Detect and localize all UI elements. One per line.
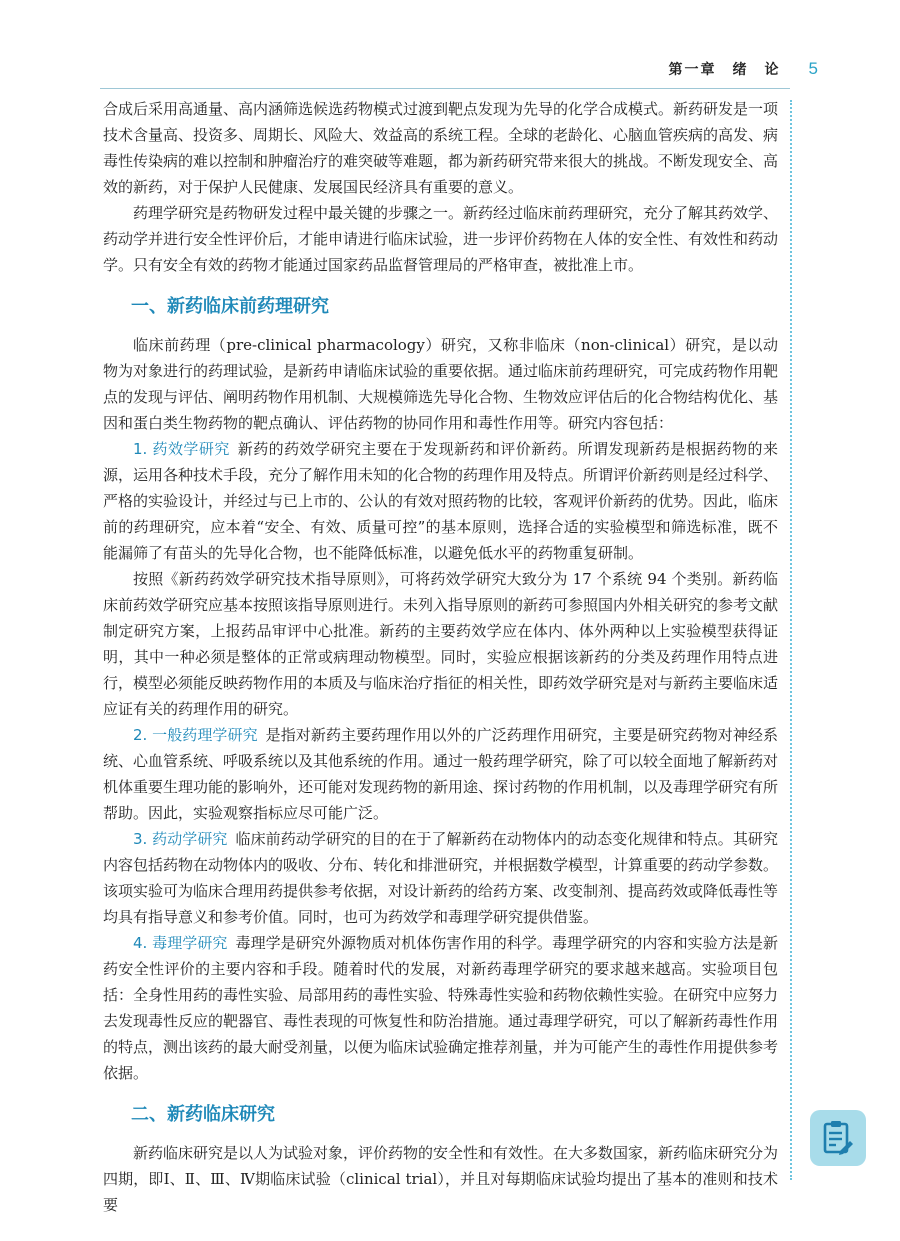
subsection-text: 新药的药效学研究主要在于发现新药和评价新药。所谓发现新药是根据药物的来源，运用各种技术手段，充分了解作用未知的化合物的药理作用及特点。所谓评价新药则是经过科学、严格的实验设计，并经过与已上市的、公认的有效对照药物的比较，客观评价新药的优势。因此，临床前的药理研究，应本着“安全、有效、质量可控”的基本原则，选择合适的实验模型和筛选标准，既不能漏筛了有苗头的先导化合物，也不能降低标准，以避免低水平的药物重复研制。	[103, 440, 779, 562]
notes-icon	[821, 1119, 855, 1157]
subsection-text: 是指对新药主要药理作用以外的广泛药理作用研究，主要是研究药物对神经系统、心血管系统、呼吸系统以及其他系统的作用。通过一般药理学研究，除了可以较全面地了解新药对机体重要生理功能的影响外，还可能对发现药物的新用途、探讨药物的作用机制，以及毒理学研究有所帮助。因此，实验观察指标应尽可能广泛。	[103, 726, 779, 822]
subsection-title: 2. 一般药理学研究	[133, 726, 258, 744]
body-text	[103, 96, 778, 1218]
margin-dotted-line	[790, 100, 792, 1180]
notes-button[interactable]	[810, 1110, 866, 1166]
paragraph: 按照《新药药效学研究技术指导原则》，可将药效学研究大致分为 17 个系统 94 个类别。新药临床前药效学研究应基本按照该指导原则进行。未列入指导原则的新药可参照国内外相关研究的参考文献制定研究方案，上报药品审评中心批准。新药的主要药效学应在体内、体外两种以上实验模型获得证明，其中一种必须是整体的正常或病理动物模型。同时，实验应根据该新药的分类及药理作用特点进行，模型必须能反映药物作用的本质及与临床治疗指征的相关性，即药效学研究是对与新药主要临床适应证有关的药理作用的研究。	[103, 570, 779, 718]
subsection-paragraph	[103, 722, 778, 826]
subsection-text: 临床前药动学研究的目的在于了解新药在动物体内的动态变化规律和特点。其研究内容包括药物在动物体内的吸收、分布、转化和排泄研究，并根据数学模型，计算重要的药动学参数。该项实验可为临床合理用药提供参考依据，对设计新药的给药方案、改变制剂、提高药效或降低毒性等均具有指导意义和参考价值。同时，也可为药效学和毒理学研究提供借鉴。	[103, 830, 779, 926]
section-heading: 二、新药临床研究	[131, 1104, 275, 1125]
paragraph: 新药临床研究是以人为试验对象，评价药物的安全性和有效性。在大多数国家，新药临床研究分为四期，即Ⅰ、Ⅱ、Ⅲ、Ⅳ期临床试验（clinical trial），并且对每期临床试验均提出了基本的准则和技术要	[103, 1144, 779, 1214]
paragraph: 药理学研究是药物研发过程中最关键的步骤之一。新药经过临床前药理研究，充分了解其药效学、药动学并进行安全性评价后，才能申请进行临床试验，进一步评价药物在人体的安全性、有效性和药动学。只有安全有效的药物才能通过国家药品监督管理局的严格审查，被批准上市。	[103, 204, 779, 274]
header-divider	[100, 88, 790, 89]
paragraph: 临床前药理（pre-clinical pharmacology）研究，又称非临床（non-clinical）研究，是以动物为对象进行的药理试验，是新药申请临床试验的重要依据。通过临床前药理研究，可完成药物作用靶点的发现与评估、阐明药物作用机制、大规模筛选先导化合物、生物效应评估后的化合物结构优化、基因和蛋白类生物药物的靶点确认、评估药物的协同作用和毒性作用等。研究内容包括：	[103, 336, 779, 432]
subsection-paragraph	[103, 436, 778, 566]
subsection-title: 3. 药动学研究	[133, 830, 228, 848]
chapter-title: 第一章 绪 论	[668, 62, 781, 78]
paragraph: 合成后采用高通量、高内涵筛选候选药物模式过渡到靶点发现为先导的化学合成模式。新药研发是一项技术含量高、投资多、周期长、风险大、效益高的系统工程。全球的老龄化、心脑血管疾病的高发、病毒性传染病的难以控制和肿瘤治疗的难突破等难题，都为新药研究带来很大的挑战。不断发现安全、高效的新药，对于保护人民健康、发展国民经济具有重要的意义。	[103, 100, 779, 196]
subsection-title: 1. 药效学研究	[133, 440, 230, 458]
subsection-title: 4. 毒理学研究	[133, 934, 228, 952]
running-header	[669, 56, 818, 82]
section-heading: 一、新药临床前药理研究	[131, 296, 329, 317]
subsection-paragraph	[103, 930, 778, 1086]
subsection-paragraph	[103, 826, 778, 930]
subsection-text: 毒理学是研究外源物质对机体伤害作用的科学。毒理学研究的内容和实验方法是新药安全性评价的主要内容和手段。随着时代的发展，对新药毒理学研究的要求越来越高。实验项目包括：全身性用药的毒性实验、局部用药的毒性实验、特殊毒性实验和药物依赖性实验。在研究中应努力去发现毒性反应的靶器官、毒性表现的可恢复性和防治措施。通过毒理学研究，可以了解新药毒性作用的特点，测出该药的最大耐受剂量，以便为临床试验确定推荐剂量，并为可能产生的毒性作用提供参考依据。	[103, 934, 779, 1082]
page-number: 5	[808, 59, 818, 78]
